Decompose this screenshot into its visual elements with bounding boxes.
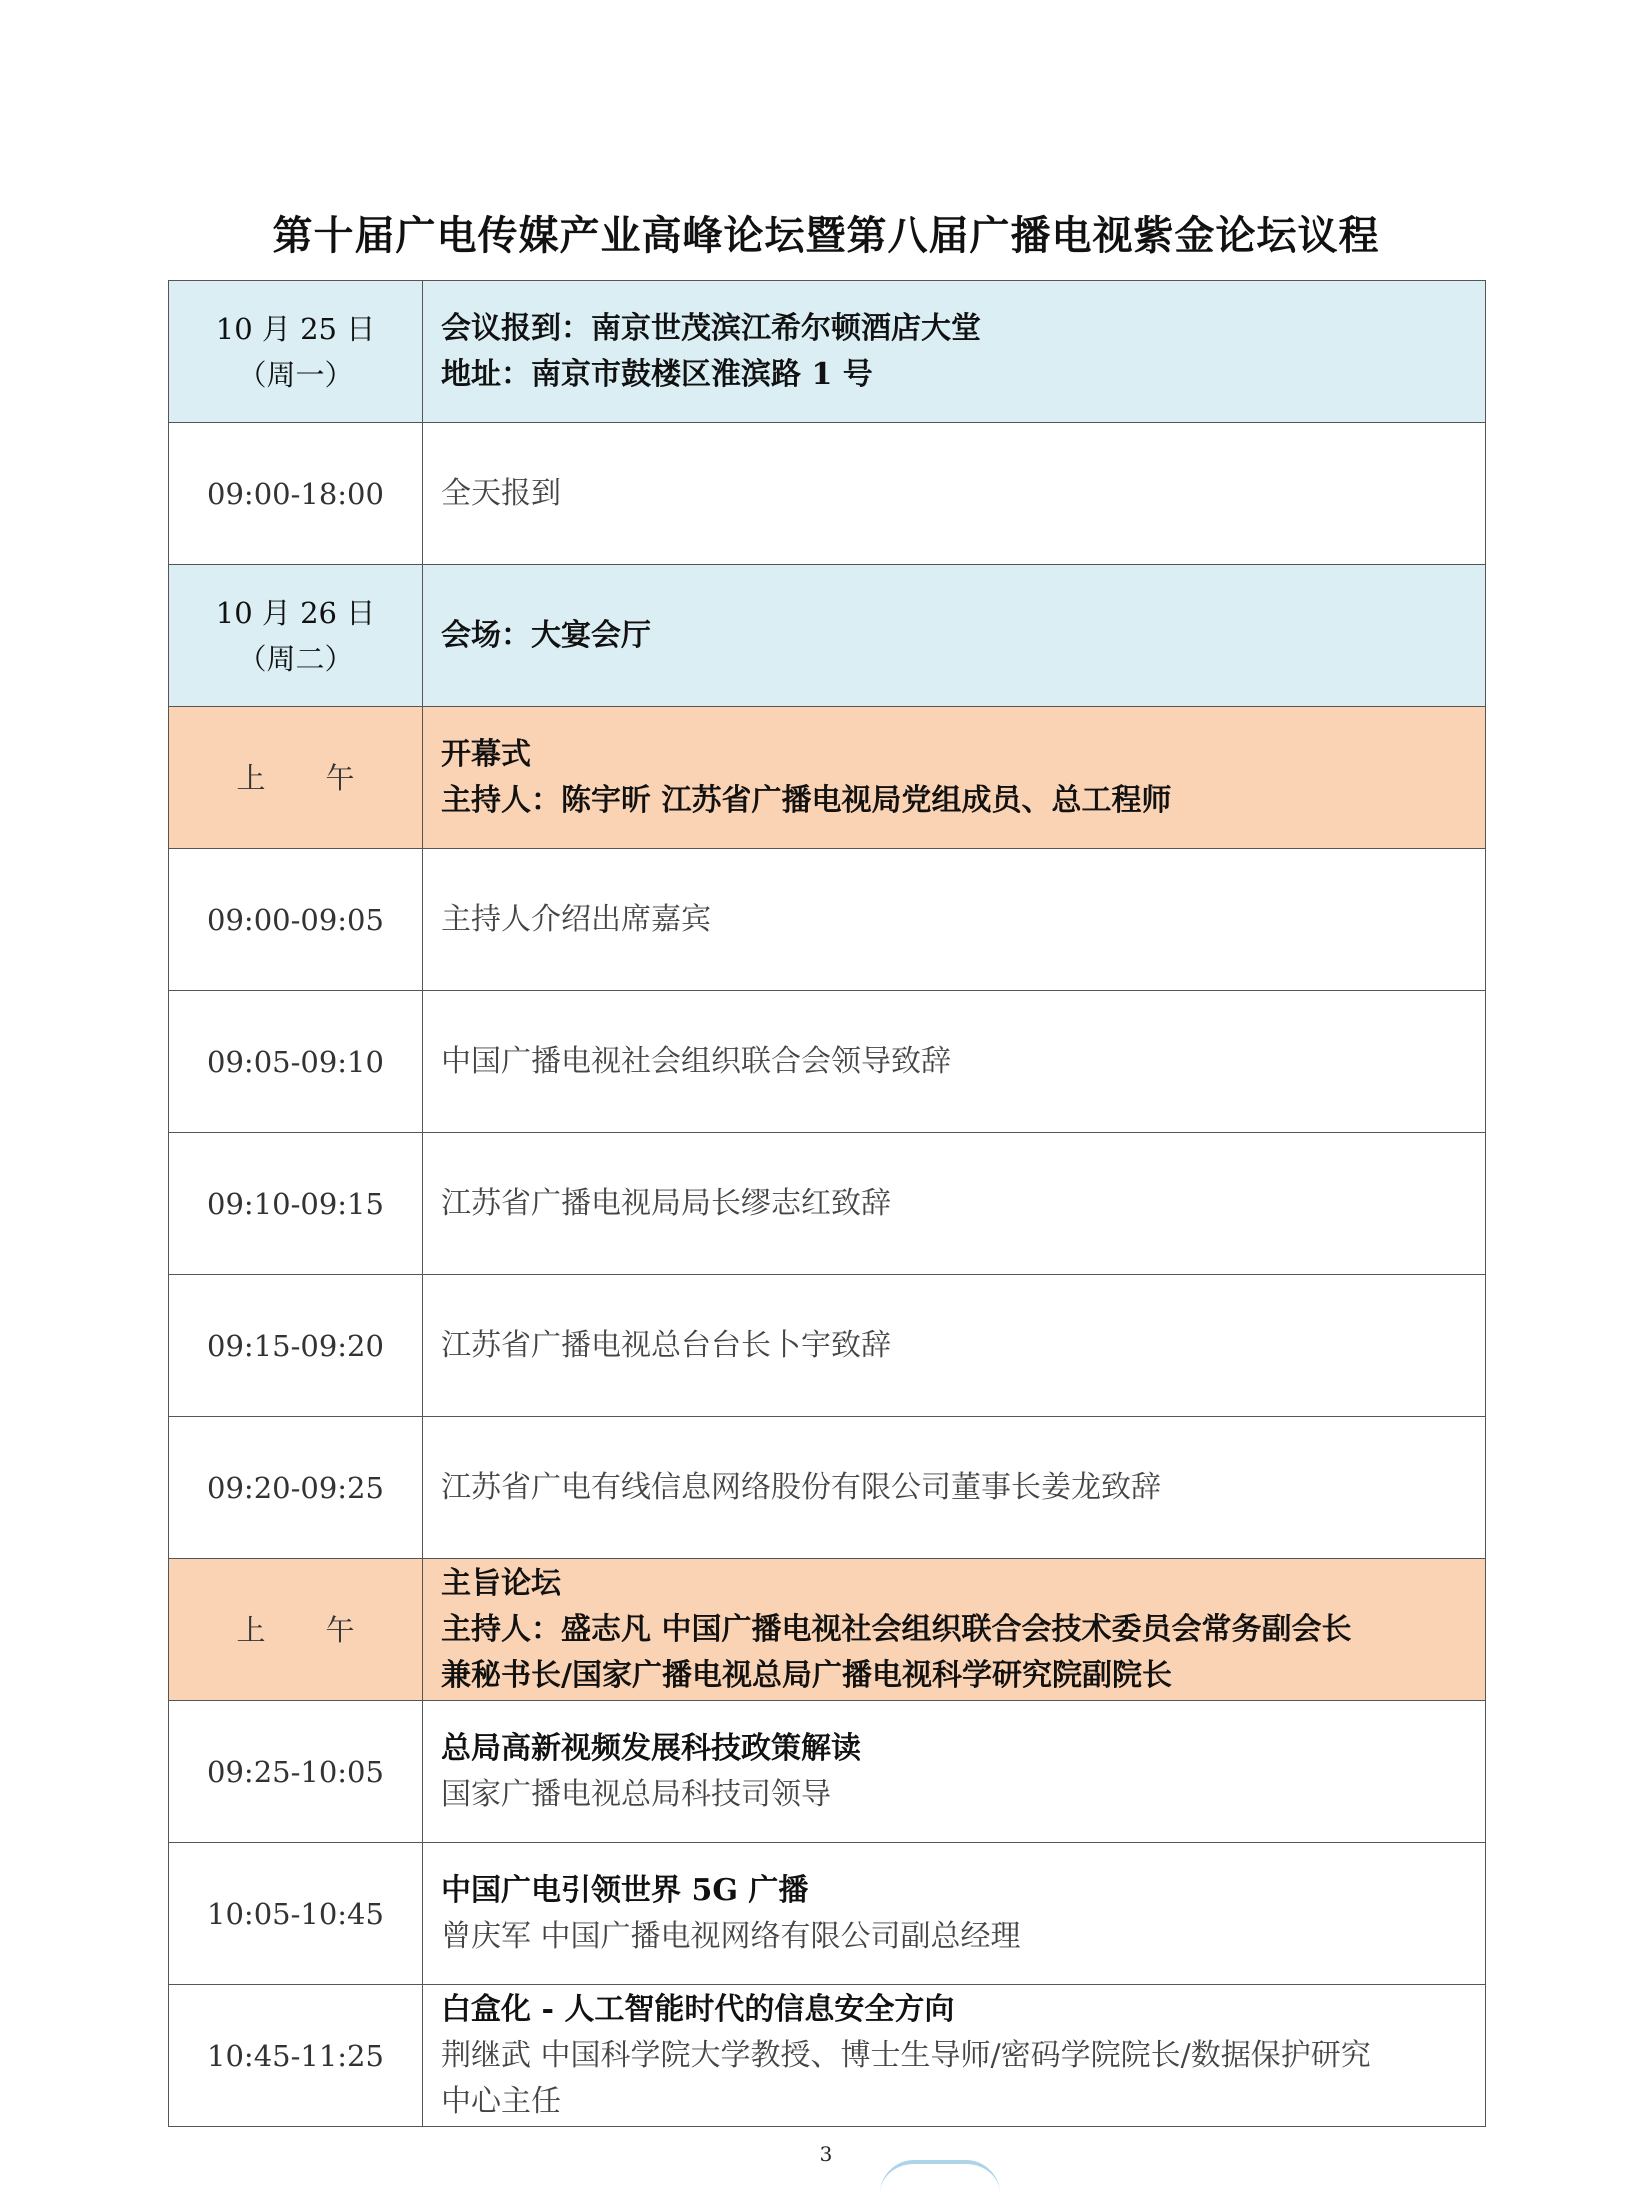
time-cell: 09:25-10:05	[169, 1701, 423, 1843]
talk-info	[423, 1985, 1486, 2127]
decorative-wave	[880, 2160, 1000, 2194]
session-row	[169, 1559, 1486, 1701]
talk-title: 白盒化 - 人工智能时代的信息安全方向	[441, 1991, 955, 2027]
time-cell: 09:10-09:15	[169, 1133, 423, 1275]
date-row	[169, 565, 1486, 707]
date-info: 会议报到：南京世茂滨江希尔顿酒店大堂 地址：南京市鼓楼区淮滨路 1 号	[423, 281, 1486, 423]
session-row	[169, 707, 1486, 849]
talk-row	[169, 1985, 1486, 2127]
agenda-table	[168, 280, 1486, 2127]
venue-info: 会场：大宴会厅	[423, 565, 1486, 707]
time-cell: 09:20-09:25	[169, 1417, 423, 1559]
date-cell: 10 月 26 日 （周二）	[169, 565, 423, 707]
agenda-row	[169, 1417, 1486, 1559]
agenda-row	[169, 1133, 1486, 1275]
page-number: 3	[819, 2142, 833, 2166]
date-cell: 10 月 25 日 （周一）	[169, 281, 423, 423]
session-info: 开幕式 主持人：陈宇昕 江苏省广播电视局党组成员、总工程师	[423, 707, 1486, 849]
time-cell: 09:00-09:05	[169, 849, 423, 991]
date-row	[169, 281, 1486, 423]
talk-speaker-cont: 中心主任	[441, 2083, 561, 2119]
session-period: 上 午	[169, 1559, 423, 1701]
time-cell: 09:15-09:20	[169, 1275, 423, 1417]
talk-info	[423, 1701, 1486, 1843]
agenda-row	[169, 991, 1486, 1133]
session-info: 主旨论坛 主持人：盛志凡 中国广播电视社会组织联合会技术委员会常务副会长 兼秘书长/国家广播电视总局广播电视科学研究院副院长	[423, 1559, 1486, 1701]
agenda-row	[169, 849, 1486, 991]
agenda-row	[169, 423, 1486, 565]
talk-speaker: 荆继武 中国科学院大学教授、博士生导师/密码学院院长/数据保护研究	[441, 2037, 1371, 2073]
session-period: 上 午	[169, 707, 423, 849]
time-cell: 10:45-11:25	[169, 1985, 423, 2127]
talk-speaker: 曾庆军 中国广播电视网络有限公司副总经理	[441, 1918, 1021, 1954]
item-text: 江苏省广电有线信息网络股份有限公司董事长姜龙致辞	[423, 1417, 1486, 1559]
talk-speaker: 国家广播电视总局科技司领导	[441, 1776, 831, 1812]
item-text: 主持人介绍出席嘉宾	[423, 849, 1486, 991]
item-text: 江苏省广播电视局局长缪志红致辞	[423, 1133, 1486, 1275]
time-cell: 09:00-18:00	[169, 423, 423, 565]
time-cell: 10:05-10:45	[169, 1843, 423, 1985]
talk-title: 中国广电引领世界 5G 广播	[441, 1872, 809, 1908]
item-text: 江苏省广播电视总台台长卜宇致辞	[423, 1275, 1486, 1417]
page-title: 第十届广电传媒产业高峰论坛暨第八届广播电视紫金论坛议程	[272, 213, 1380, 259]
item-text: 全天报到	[423, 423, 1486, 565]
agenda-row	[169, 1275, 1486, 1417]
time-cell: 09:05-09:10	[169, 991, 423, 1133]
talk-row	[169, 1701, 1486, 1843]
talk-info	[423, 1843, 1486, 1985]
talk-title: 总局高新视频发展科技政策解读	[441, 1730, 861, 1766]
item-text: 中国广播电视社会组织联合会领导致辞	[423, 991, 1486, 1133]
talk-row	[169, 1843, 1486, 1985]
